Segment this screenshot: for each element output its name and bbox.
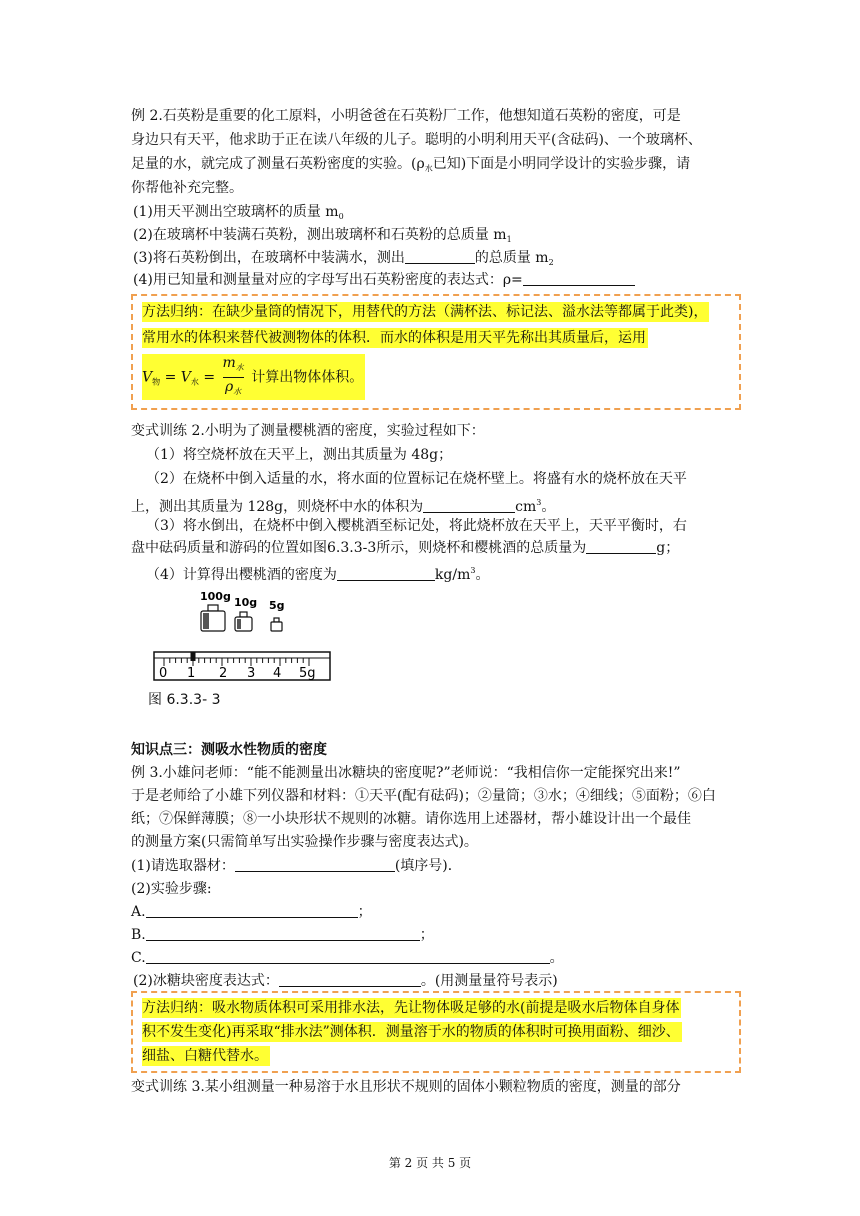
variant2-title: 变式训练 2.小明为了测量樱桃酒的密度，实验过程如下：	[131, 423, 485, 439]
method-summary-box	[131, 294, 741, 410]
example3-q3: (2)冰糖块密度表达式： 。(用测量量符号表示)	[133, 973, 558, 989]
example3-step-c: C. 。	[131, 950, 564, 966]
example2-line1: 例 2.石英粉是重要的化工原料，小明爸爸在石英粉厂工作，他想知道石英粉的密度，可是	[131, 108, 681, 124]
example3-line3: 纸；⑦保鲜薄膜；⑧一小块形状不规则的冰糖。请你选用上述器材，帮小雄设计出一个最佳	[131, 811, 691, 827]
answer-blank[interactable]	[146, 926, 420, 941]
figure-caption: 图 6.3.3- 3	[148, 692, 221, 708]
answer-blank[interactable]	[146, 903, 358, 918]
weight-5g-icon	[271, 618, 282, 631]
variant2-step3a: （3）将水倒出，在烧杯中倒入樱桃酒至标记处，将此烧杯放在天平上，天平平衡时，右	[146, 518, 687, 534]
example3-step-a: A. ；	[131, 904, 372, 920]
scale-label: 3	[247, 666, 256, 681]
weight-label: 5g	[269, 599, 285, 612]
density-fraction: $\frac{m_水}{\rho_水}$	[222, 355, 244, 396]
answer-blank[interactable]	[146, 949, 550, 964]
variant2-step3b: 盘中砝码质量和游码的位置如图6.3.3-3所示，则烧杯和樱桃酒的总质量为 g；	[131, 540, 680, 556]
variant3-line1: 变式训练 3.某小组测量一种易溶于水且形状不规则的固体小颗粒物质的密度，测量的部分	[131, 1079, 681, 1095]
method-line2: 常用水的体积来替代被测物体的体积．而水的体积是用天平先称出其质量后，运用	[142, 330, 646, 346]
answer-blank[interactable]	[423, 498, 515, 513]
weight-100g-icon	[201, 605, 225, 631]
scale-label: 2	[219, 666, 228, 681]
example3-step-b: B. ；	[131, 927, 434, 943]
method-summary-box	[131, 991, 741, 1073]
variant2-step2b: 上，测出其质量为 128g，则烧杯中水的体积为 $cm^3$。	[131, 498, 556, 515]
method-line1: 方法归纳：吸水物质体积可采用排水法，先让物体吸足够的水(前提是吸水后物体自身体	[142, 1000, 680, 1016]
weight-label: 10g	[234, 596, 258, 609]
variant2-step1: （1）将空烧杯放在天平上，测出其质量为 48g；	[146, 447, 453, 463]
variant2-step4: （4）计算得出樱桃酒的密度为 $kg/m^3$。	[146, 566, 490, 583]
answer-blank[interactable]	[337, 566, 435, 581]
answer-blank[interactable]	[279, 972, 421, 987]
example2-line2: 身边只有天平，他求助于正在读八年级的儿子。聪明的小明利用天平(含砝码)、一个玻璃杯、	[131, 132, 702, 148]
scale-label: 4	[273, 666, 282, 681]
answer-blank[interactable]	[523, 271, 635, 286]
method-formula-line: $V_物 = V_水$ = $\frac{m_水}{\rho_水}$ 计算出物体体积。	[142, 354, 365, 400]
example3-q1: (1)请选取器材： (填序号)．	[131, 858, 462, 874]
weight-label: 100g	[200, 590, 231, 603]
example3-line2: 于是老师给了小雄下列仪器和材料：①天平(配有砝码)；②量筒；③水；④细线；⑤面粉；⑥白	[131, 788, 716, 804]
method-line3: 细盐、白糖代替水。	[142, 1048, 268, 1064]
rider-indicator[interactable]	[191, 652, 196, 661]
method-line2: 积不发生变化)再采取“排水法”测体积．测量溶于水的物质的体积时可换用面粉、细沙、	[142, 1024, 680, 1040]
scale-label: 5g	[299, 666, 316, 681]
balance-weights-figure	[140, 578, 350, 688]
answer-blank[interactable]	[405, 249, 475, 264]
example2-step4: (4)用已知量和测量量对应的字母写出石英粉密度的表达式：ρ=	[133, 270, 635, 290]
example3-q2: (2)实验步骤:	[131, 881, 212, 897]
example3-line4: 的测量方案(只需简单写出实验操作步骤与密度表达式)。	[131, 834, 478, 850]
scale-label: 0	[159, 666, 168, 681]
variant2-step2a: （2）在烧杯中倒入适量的水，将水面的位置标记在烧杯壁上。将盛有水的烧杯放在天平	[146, 471, 687, 487]
example2-line3: 足量的水，就完成了测量石英粉密度的实验。($\rho_水$已知)下面是小明同学设计的实验步骤，请	[131, 156, 691, 173]
example2-line4: 你帮他补充完整。	[131, 180, 243, 196]
example2-step3: (3)将石英粉倒出，在玻璃杯中装满水，测出 的总质量 $m_2$	[133, 250, 554, 267]
page-footer: 第 2 页 共 5 页	[388, 1156, 472, 1170]
answer-blank[interactable]	[586, 539, 656, 554]
section-heading: 知识点三：测吸水性物质的密度	[131, 742, 327, 758]
method-line1: 方法归纳：在缺少量筒的情况下，用替代的方法（满杯法、标记法、溢水法等都属于此类)，	[142, 304, 708, 320]
answer-blank[interactable]	[235, 857, 395, 872]
weight-10g-icon	[235, 612, 252, 631]
scale-label: 1	[187, 666, 196, 681]
example3-line1: 例 3.小雄问老师：“能不能测量出冰糖块的密度呢?”老师说：“我相信你一定能探究出来!”	[131, 765, 681, 781]
example2-step1: (1)用天平测出空玻璃杯的质量 $m_0$	[133, 204, 344, 221]
example2-step2: (2)在玻璃杯中装满石英粉，测出玻璃杯和石英粉的总质量 $m_1$	[133, 227, 512, 244]
